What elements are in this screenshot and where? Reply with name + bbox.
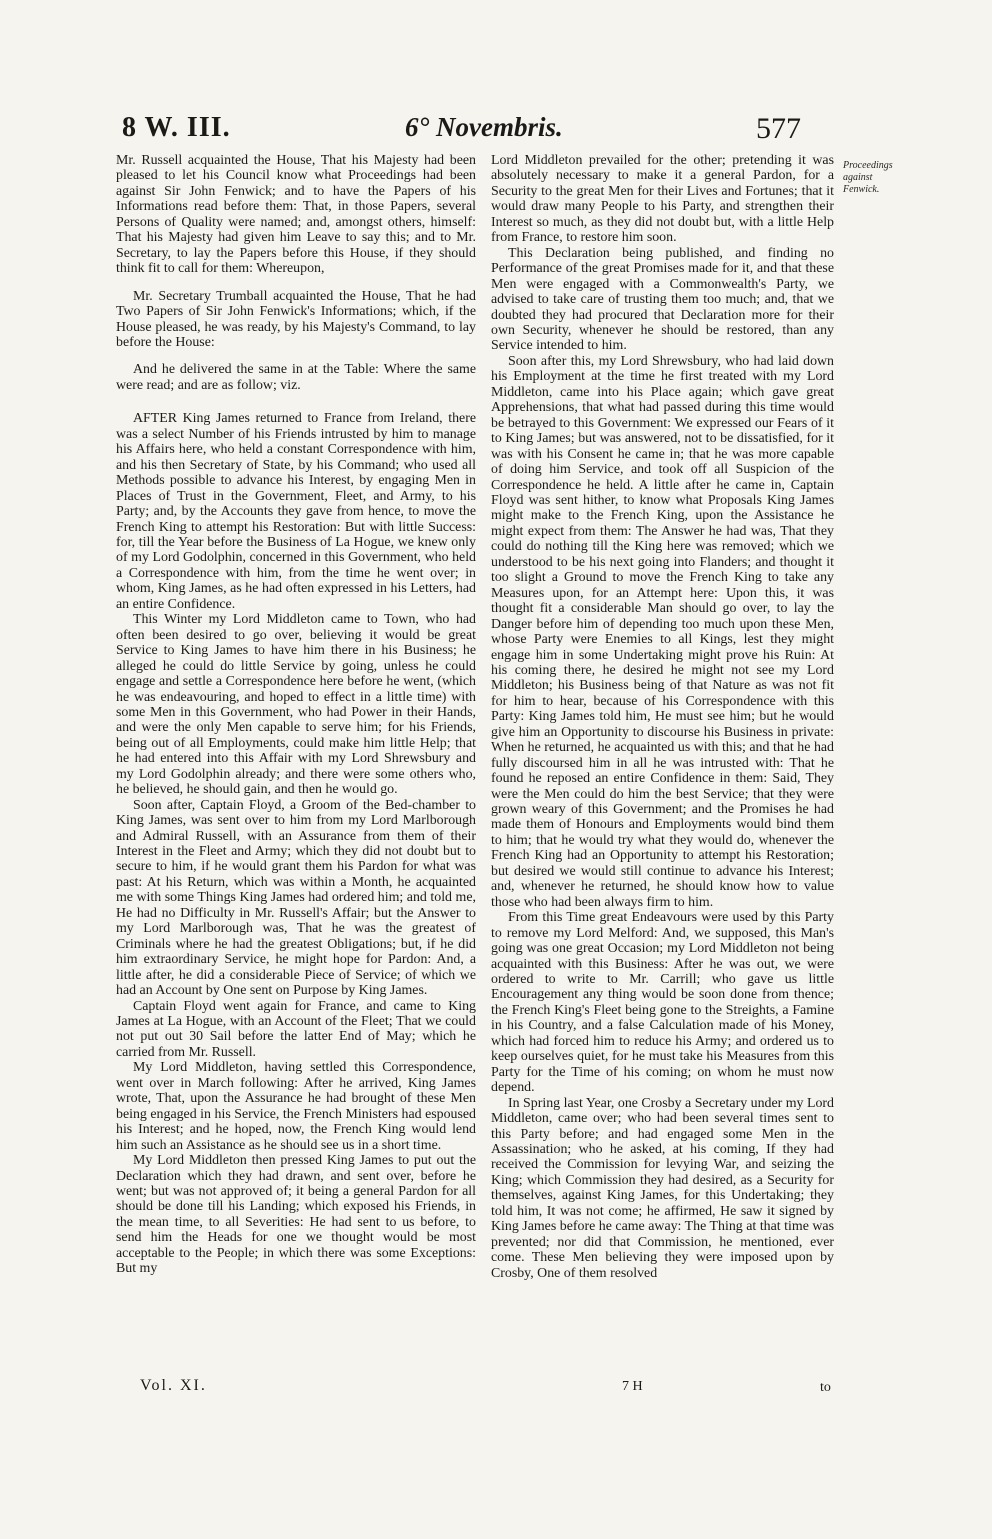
paragraph: My Lord Middleton then pressed King James to put out the Declaration which they had drawn, and sent over, before he went; but was not approved of; it being a general Pardon for all should be done till his Landing; which exposed his Friends, in the mean time, to all Severities: He had sent to us before, to send him the Heads for one we thought would be most acceptable to the People; in which there was some Exceptions: But my <box>116 1153 476 1277</box>
paragraph: Lord Middleton prevailed for the other; pretending it was absolutely necessary to make it a general Pardon, for a Security to the great Men for their Lives and Fortunes; that it would draw many People to his Party, and strengthen their Interest so much, as they did not doubt but, with a little Help from France, to restore him soon. <box>491 153 834 246</box>
paragraph: This Declaration being published, and finding no Performance of the great Promises made for it, and that these Men were engaged with a Commonwealth's Party, we advised to take care of trusting them too much; and, that we doubted they had procured that Declaration more for their own Security, whenever he should be restored, than any Service intended to him. <box>491 245 834 354</box>
paragraph: In Spring last Year, one Crosby a Secretary under my Lord Middleton, came over; who had been several times sent to this Party before; and had engaged some Men in the Assassination; who he asked, at his coming, If they had received the Commission for levying War, and seizing the King; which Commission they had desired, as a Security for themselves, against King James, for this Undertaking; they told him, It was not come; he affirmed, He saw it signed by King James before he came away: The Thing at that time was prevented; nor did that Commission, he mentioned, ever come. These Men believing they were imposed upon by Crosby, One of them resolved <box>491 1095 834 1281</box>
page-number: 577 <box>756 112 801 145</box>
running-head-date: 6° Novembris. <box>405 112 563 142</box>
paragraph: Soon after, Captain Floyd, a Groom of the Bed-chamber to King James, was sent over to him from my Lord Marlborough and Admiral Russell, with an Assurance from them of their Interest in the Fleet and Army; which they did not doubt but to secure to him, if he would grant them his Pardon for what was past: At his Return, which was within a Month, he acquainted me with some Things King James had ordered him; and told me, He had no Difficulty in Mr. Russell's Affair; but the Answer to my Lord Marlborough was, That he was the greatest of Criminals where he had the greatest Obligations; but, if he did him extraordinary Service, he might hope for Pardon: And, a little after, he did a considerable Piece of Service; of which we had an Account by One sent on Purpose by King James. <box>116 797 476 999</box>
signature-mark: 7 H <box>622 1379 643 1394</box>
paragraph: Captain Floyd went again for France, and came to King James at La Hogue, with an Account of the Fleet; That we could not put out 30 Sail before the latter End of May; which he carried from Mr. Russell. <box>116 998 476 1060</box>
marginal-note: Proceedings against Fenwick. <box>843 160 893 195</box>
paragraph: AFTER King James returned to France from Ireland, there was a select Number of his Friends intrusted by him to manage his Affairs here, who held a constant Correspondence with him, and his then Secretary of State, by his Command; who used all Methods possible to advance his Interest, by engaging Men in Places of Trust in the Government, Fleet, and Army, to his Party; and, by the Accounts they gave from hence, to move the French King to attempt his Restoration: But with little Success: for, till the Year before the Business of La Hogue, we knew only of my Lord Godolphin, concerned in this Government, who held a Correspondence with him, from the time he went over; in whom, King James, as he had often expressed in his Letters, had an entire Confidence. <box>116 411 476 612</box>
running-head-regnal-year: 8 W. III. <box>122 112 231 143</box>
right-column <box>491 153 834 1281</box>
paragraph: This Winter my Lord Middleton came to Town, who had often been desired to go over, believing it would be great Service to King James to have him there in his Business; he alleged he could do little Service by going, unless he could engage and settle a Correspondence here before he went, (which he was endeavouring, and hoped to effect in a little time) with some Men in this Government, who had Power in their Hands, and were the only Men capable to serve him; for his Friends, being out of all Employments, could make him little Help; that he had entered into this Affair with my Lord Shrewsbury and my Lord Godolphin already; and there were some others who, he believed, he should gain, and then he would go. <box>116 612 476 798</box>
paragraph: My Lord Middleton, having settled this Correspondence, went over in March following: After he arrived, King James wrote, That, upon the Assurance he had brought of these Men being engaged in his Service, the French Ministers had espoused his Interest; and he hoped, now, the French King would lend him such an Assistance as he should see us in a short time. <box>116 1060 476 1153</box>
paragraph: Soon after this, my Lord Shrewsbury, who had laid down his Employment at the time he first treated with my Lord Middleton, came into his Place again; which gave great Apprehensions, that what had passed during this time would be betrayed to this Government: We expressed our Fears of it to King James; but was answered, not to be dissatisfied, for it was with his Consent he came in; that he was more capable of doing him Service, and took off all Suspicion of the Correspondence he held. A little after he came in, Captain Floyd was sent hither, to know what Proposals King James might make to the French King, upon the Assistance he might expect from them: The Answer he had was, That they could do nothing till the King here was removed; which we understood to be his next going into Flanders; and thought it too slight a Ground to move the French King to take any Measures upon, for an Attempt here: Upon this, it was thought fit a considerable Man should go over, to lay the Danger before him of depending too much upon these Men, whose Party were Enemies to all Kings, lest they might engage him in some Undertaking might prove his Ruin: At his coming there, he desired he might not see my Lord Middleton; his Business being of that Nature as was not fit for him to hear, because of his Correspondence with this Party: King James told him, He must see him; but he would give him an Opportunity to discourse his Business in private: When he returned, he acquainted us with this; and that he had fully discoursed him in all he was intrusted with: That he found he reposed an entire Confidence in them: Said, They were the Men could do him the best Service; that they were grown weary of this Government; and the Promises he had made them of Honours and Employments would bind them to him; that he would try what they would do, whenever the French King had an Opportunity to attempt his Restoration; but desired we would still continue to advance his Interest; and, whenever he returned, he should know how to value those who had been always firm to him. <box>491 353 834 910</box>
left-column <box>116 153 476 1277</box>
paragraph: Mr. Secretary Trumball acquainted the House, That he had Two Papers of Sir John Fenwick's Informations; which, if the House pleased, he was ready, by his Majesty's Command, to lay before the House: <box>116 288 476 350</box>
paragraph: Mr. Russell acquainted the House, That his Majesty had been pleased to let his Council know what Proceedings had been against Sir John Fenwick; and to have the Papers of his Informations read before them: That, in those Papers, several Persons of Quality were named; and, amongst others, himself: That his Majesty had given him Leave to say this; and to Mr. Secretary, to lay the Papers before this House, if they should think fit to call for them: Whereupon, <box>116 153 476 277</box>
volume-label: Vol. XI. <box>140 1377 207 1394</box>
paragraph: And he delivered the same in at the Table: Where the same were read; and are as follow; viz. <box>116 362 476 393</box>
paragraph: From this Time great Endeavours were used by this Party to remove my Lord Melford: And, we supposed, this Man's going was one great Occasion; my Lord Middleton not being acquainted with this Business: After he was out, we were ordered to write to Mr. Carrill; who gave us little Encouragement any thing would be soon done from thence; the French King's Fleet being gone to the Streights, a Famine in his Country, and a false Calculation made of his Money, which had forced him to reduce his Army; and ordered us to keep ourselves quiet, for he must take his Measures from this Party for the Time of his coming; on whom he must now depend. <box>491 910 834 1096</box>
catchword: to <box>820 1380 831 1395</box>
